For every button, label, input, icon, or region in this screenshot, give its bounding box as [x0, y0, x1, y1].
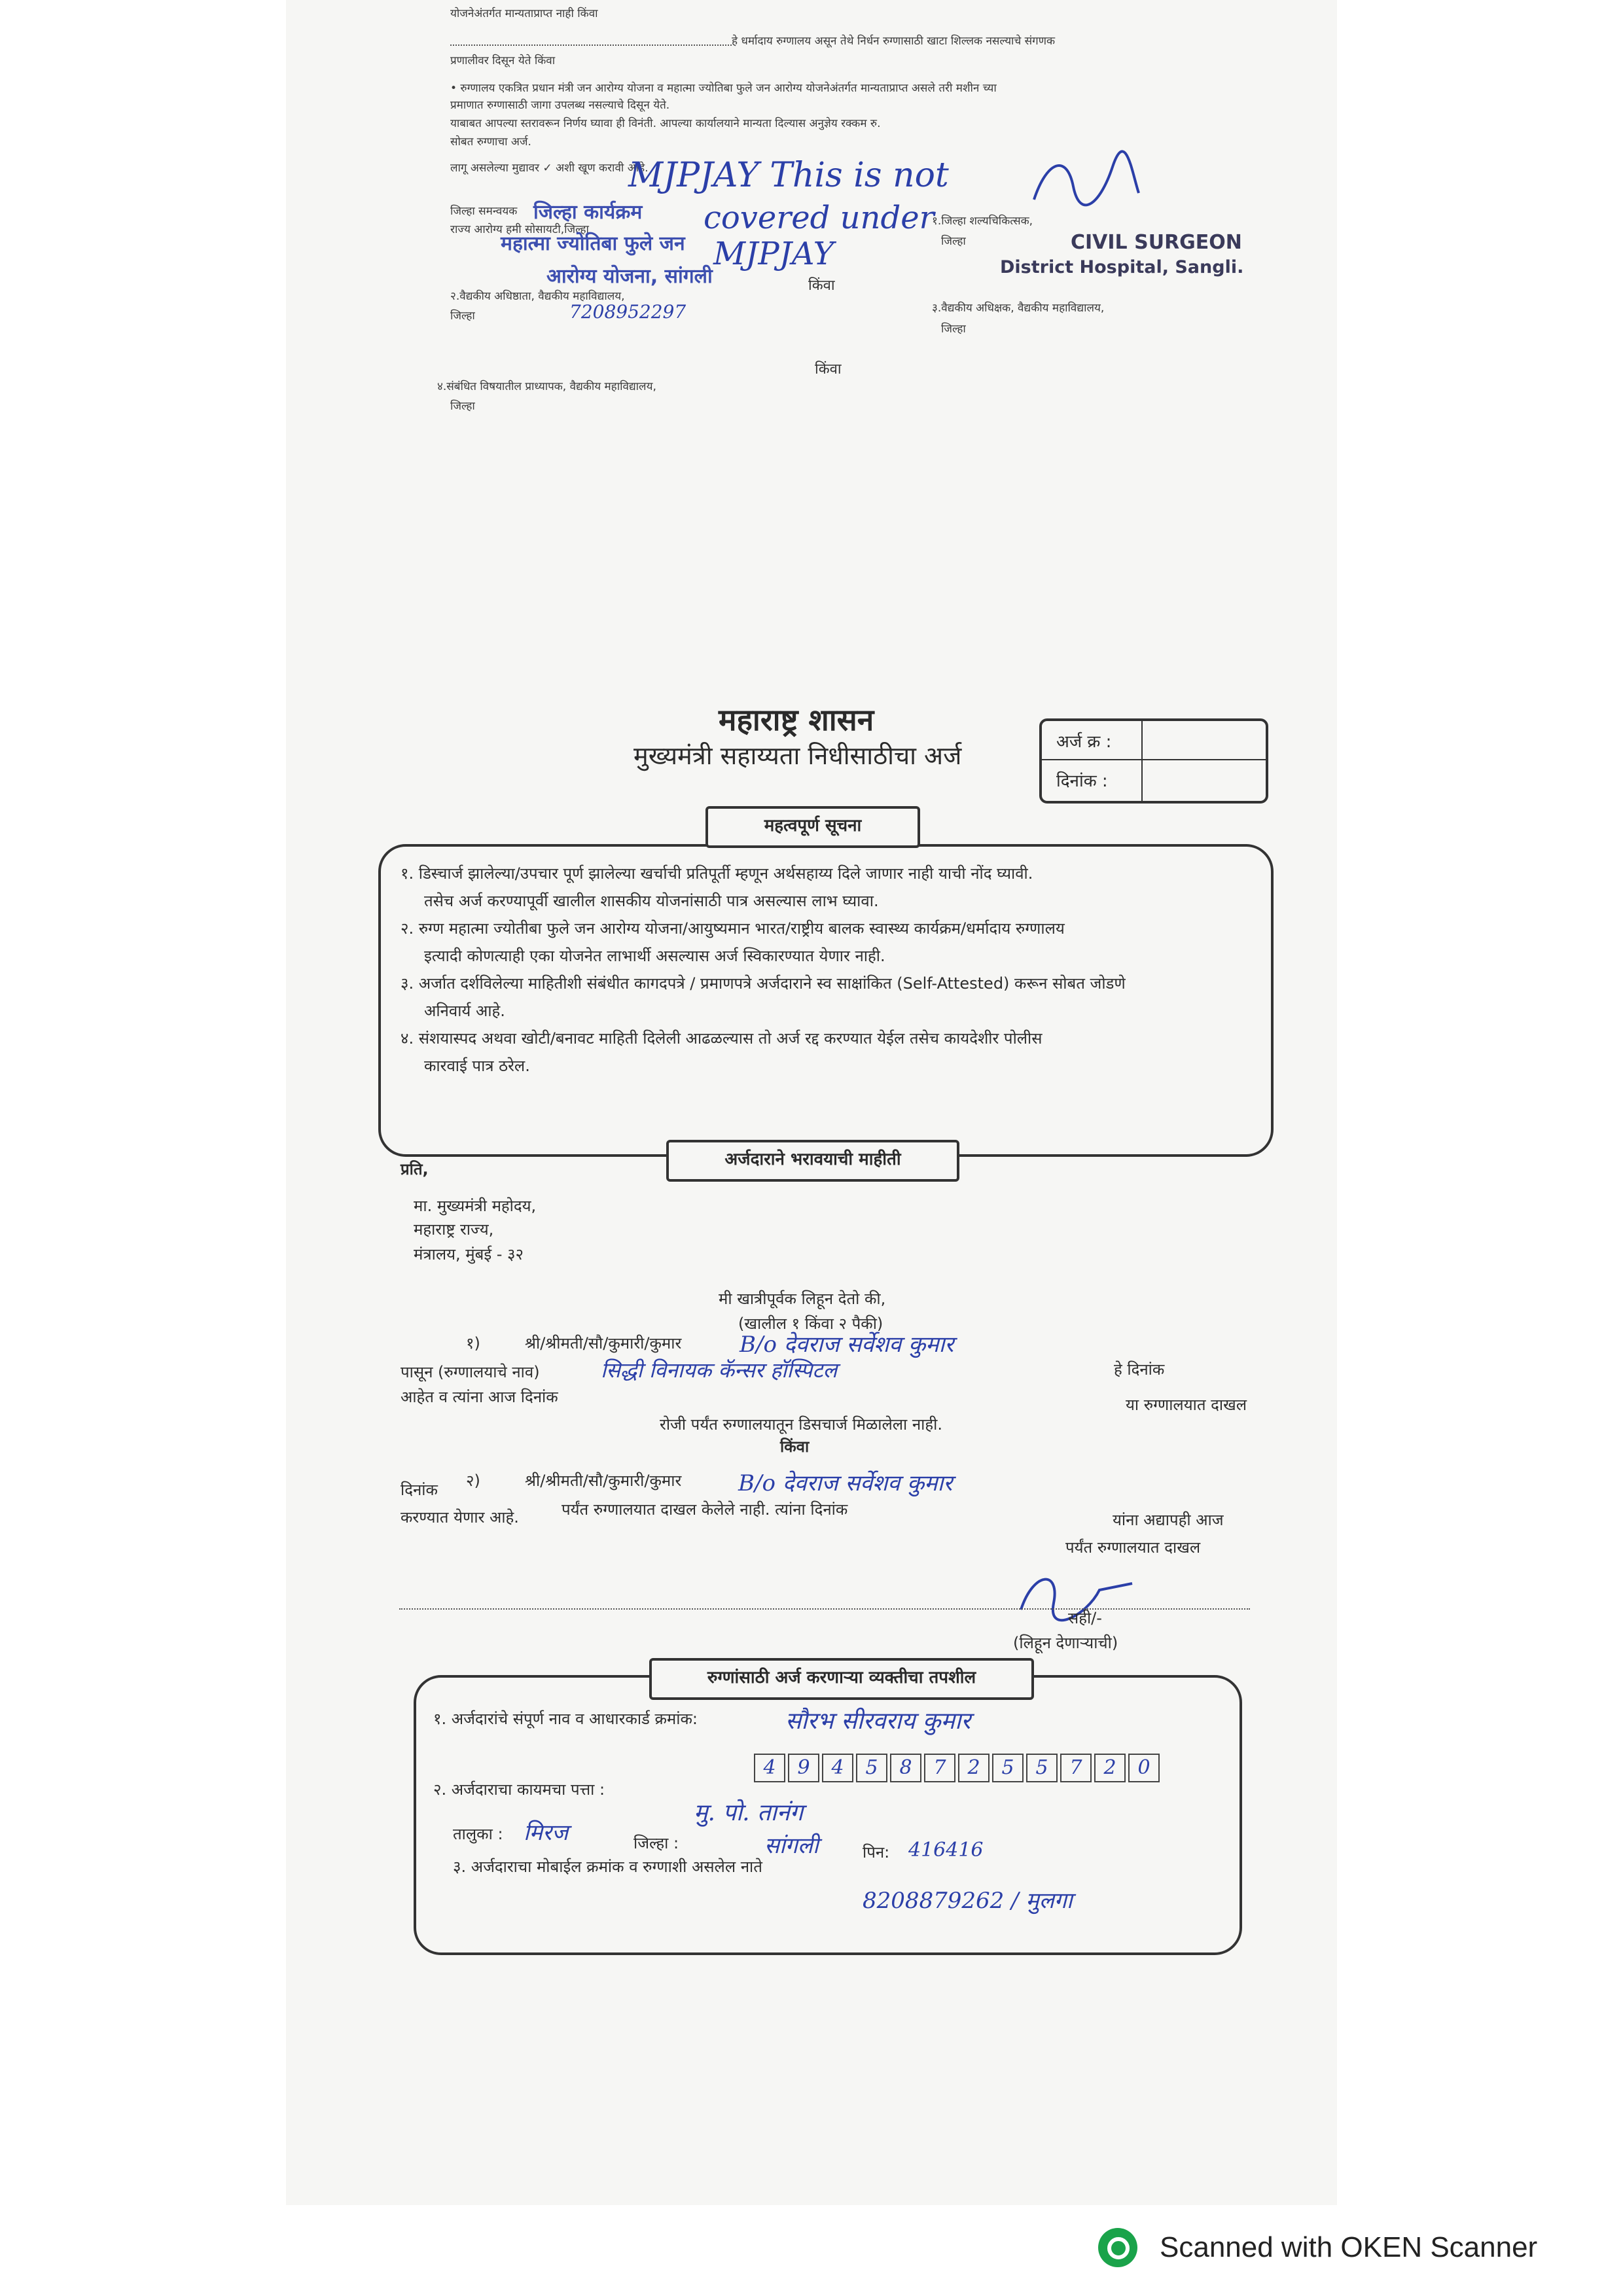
para2-title: श्री/श्रीमती/सौ/कुमारी/कुमार	[525, 1472, 682, 1490]
applicant-info-label: अर्जदाराने भरावयाची माहीती	[666, 1140, 959, 1182]
aadhaar-digit: 0	[1128, 1754, 1160, 1782]
applicant-name: सौरभ सीरवराय कुमार	[785, 1708, 971, 1735]
oken-scanner-icon	[1098, 2228, 1137, 2267]
signature-label: सही/-	[1068, 1609, 1102, 1627]
top-line-4: • रुग्णालय एकत्रित प्रधान मंत्री जन आरोग्य योजना व महात्मा ज्योतिबा फुले जन आरोग्य योजनेअंतर्गत मान्यताप्राप्त असले तरी मशीन च्या	[450, 82, 997, 95]
aadhaar-digit: 7	[1060, 1754, 1092, 1782]
kinva-1: किंवा	[808, 277, 835, 294]
detail-3-label: ३. अर्जदाराचा मोबाईल क्रमांक व रुग्णाशी असलेल नाते	[453, 1858, 762, 1876]
para1-number: १)	[466, 1334, 480, 1352]
para2-patient-name: B/o देवराज सर्वेशव कुमार	[738, 1470, 953, 1496]
form-title: मुख्यमंत्री सहाय्यता निधीसाठीचा अर्ज	[633, 741, 962, 770]
notice-2b: इत्यादी कोणत्याही एका योजनेत लाभार्थी असल्यास अर्ज स्विकारण्यात येणार नाही.	[424, 947, 885, 965]
signature-sublabel: (लिहून देणाऱ्याची)	[1013, 1634, 1118, 1652]
coordinator-label: जिल्हा समन्वयक	[450, 205, 518, 218]
notice-4a: ४. संशयास्पद अथवा खोटी/बनावट माहिती दिलेली आढळल्यास तो अर्ज रद्द करण्यात येईल तसेच कायदेशीर पोलीस	[401, 1029, 1043, 1048]
aadhaar-digit: 5	[1026, 1754, 1058, 1782]
para1-title: श्री/श्रीमती/सौ/कुमारी/कुमार	[525, 1334, 682, 1352]
applicant-address: मु. पो. तानंग	[694, 1799, 804, 1826]
top-line-8: लागू असलेल्या मुद्यावर ✓ अशी खूण करावी आहे.	[450, 162, 649, 175]
detail-2-label: २. अर्जदाराचा कायमचा पत्ता :	[433, 1780, 605, 1799]
district-hospital-stamp: District Hospital, Sangli.	[1000, 257, 1244, 277]
aadhaar-digit: 2	[958, 1754, 990, 1782]
para2-until: पर्यंत रुग्णालयात दाखल	[1065, 1538, 1201, 1557]
signature-surgeon	[1027, 147, 1145, 219]
para2-still: यांना अद्यापही आज	[1113, 1511, 1224, 1529]
option-3-district: जिल्हा	[941, 323, 966, 336]
detail-1-label: १. अर्जदारांचे संपूर्ण नाव व आधारकार्ड क्रमांक:	[433, 1710, 698, 1728]
aadhaar-digit: 9	[788, 1754, 819, 1782]
aadhaar-digit: 4	[754, 1754, 785, 1782]
application-number-box	[1039, 718, 1268, 804]
option-2-district: जिल्हा	[450, 309, 475, 323]
handwritten-note-1: MJPJAY This is not	[628, 156, 949, 195]
option-4: ४.संबंधित विषयातील प्राध्यापक, वैद्यकीय महाविद्यालय,	[437, 380, 656, 393]
address-line-2: महाराष्ट्र राज्य,	[414, 1220, 494, 1239]
coordinator-society: राज्य आरोग्य हमी सोसायटी,जिल्हा	[450, 223, 589, 236]
para2-will: करण्यात येणार आहे.	[401, 1508, 519, 1527]
address-line-3: मंत्रालय, मुंबई - ३२	[414, 1245, 524, 1263]
handwritten-note-3: MJPJAY	[713, 236, 834, 272]
top-line-5: प्रमाणात रुग्णासाठी जागा उपलब्ध नसल्याचे दिसून येते.	[450, 99, 670, 112]
option-2: २.वैद्यकीय अधिष्ठाता, वैद्यकीय महाविद्यालय,	[450, 290, 625, 303]
aadhaar-number	[754, 1754, 1162, 1782]
aadhaar-digit: 7	[924, 1754, 955, 1782]
option-1-district: जिल्हा	[941, 235, 966, 248]
top-line-1: योजनेअंतर्गत मान्यताप्राप्त नाही किंवा	[450, 7, 598, 20]
notice-3a: ३. अर्जात दर्शविलेल्या माहितीशी संबंधीत कागदपत्रे / प्रमाणपत्रे अर्जदाराने स्व साक्षांकित (Self-Attested) करून सोबत जोडणे	[401, 974, 1126, 993]
aadhaar-digit: 5	[856, 1754, 887, 1782]
option-3: ३.वैद्यकीय अधिक्षक, वैद्यकीय महाविद्यालय,	[932, 302, 1105, 315]
para1-admitted: या रुग्णालयात दाखल	[1126, 1396, 1247, 1414]
notice-1b: तसेच अर्ज करण्यापूर्वी खालील शासकीय योजनांसाठी पात्र असल्यास लाभ घ्यावा.	[424, 892, 879, 910]
notice-2a: २. रुग्ण महात्मा ज्योतीबा फुले जन आरोग्य योजना/आयुष्यमान भारत/राष्ट्रीय बालक स्वास्थ्य कार्यक्रम/धर्मादाय रुग्णालय	[401, 919, 1065, 938]
para2-not-admitted: पर्यंत रुग्णालयात दाखल केलेले नाही. त्यांना दिनांक	[562, 1500, 848, 1519]
para2-number: २)	[466, 1472, 480, 1490]
details-label: रुग्णांसाठी अर्ज करणाऱ्या व्यक्तीचा तपशील	[649, 1658, 1034, 1700]
top-line-2: हे धर्मादाय रुग्णालय असून तेथे निर्धन रुग्णासाठी खाटा शिल्लक नसल्याचे संगणक	[732, 35, 1056, 48]
notice-4b: कारवाई पात्र ठरेल.	[424, 1057, 530, 1075]
kinva-2: किंवा	[815, 361, 842, 378]
stamp-line-1: जिल्हा कार्यक्रम	[533, 201, 643, 224]
section-divider	[399, 1608, 1250, 1610]
option-4-district: जिल्हा	[450, 400, 475, 413]
para1-today: आहेत व त्यांना आज दिनांक	[401, 1388, 558, 1406]
or-label: किंवा	[780, 1438, 810, 1456]
mobile-relation: 8208879262 / मुलगा	[863, 1888, 1073, 1914]
to-label: प्रति,	[401, 1160, 429, 1178]
civil-surgeon-stamp: CIVIL SURGEON	[1071, 231, 1242, 254]
divider	[450, 44, 732, 46]
option-1: १.जिल्हा शल्यचिकित्सक,	[932, 215, 1033, 228]
district-label: जिल्हा :	[633, 1834, 679, 1852]
top-line-6: याबाबत आपल्या स्तरावरून निर्णय घ्यावा ही विनंती. आपल्या कार्यालयाने मान्यता दिल्यास अनुज्ञेय रक्कम रु.	[450, 117, 881, 130]
handwritten-note-2: covered under	[704, 200, 935, 236]
stamp-phone: 7208952297	[569, 301, 687, 323]
government-title: महाराष्ट्र शासन	[719, 702, 874, 737]
taluka-label: तालुका :	[453, 1825, 503, 1843]
aadhaar-digit: 5	[992, 1754, 1024, 1782]
para1-patient-name: B/o देवराज सर्वेशव कुमार	[740, 1332, 954, 1358]
top-line-3: प्रणालीवर दिसून येते किंवा	[450, 54, 556, 67]
pin-value: 416416	[908, 1839, 984, 1862]
para1-date-label: हे दिनांक	[1114, 1360, 1165, 1379]
pin-label: पिन:	[863, 1843, 890, 1862]
taluka-value: मिरज	[524, 1820, 569, 1846]
para1-hospital-name: सिद्धी विनायक कॅन्सर हॉस्पिटल	[601, 1358, 838, 1383]
aadhaar-digit: 4	[822, 1754, 853, 1782]
aadhaar-digit: 8	[890, 1754, 921, 1782]
scanner-watermark: Scanned with OKEN Scanner	[1160, 2231, 1538, 2263]
declaration-line-1: मी खात्रीपूर्वक लिहून देतो की,	[719, 1290, 886, 1308]
important-notice-label: महत्वपूर्ण सूचना	[705, 806, 920, 848]
para1-not-discharged: रोजी पर्यंत रुग्णालयातून डिसचार्ज मिळालेला नाही.	[660, 1415, 942, 1434]
declaration-line-2: (खालील १ किंवा २ पैकी)	[738, 1315, 883, 1333]
stamp-line-2: महात्मा ज्योतिबा फुले जन	[501, 232, 685, 255]
district-value: सांगली	[764, 1833, 819, 1859]
stamp-line-3: आरोग्य योजना, सांगली	[546, 265, 713, 288]
notice-1a: १. डिस्चार्ज झालेल्या/उपचार पूर्ण झालेल्या खर्चाची प्रतिपूर्ती म्हणून अर्थसहाय्य दिले जाणार नाही याची नोंद घ्यावी.	[401, 864, 1033, 883]
application-number-label: अर्ज क्र :	[1056, 732, 1112, 752]
para2-date-label: दिनांक	[401, 1481, 438, 1499]
address-line-1: मा. मुख्यमंत्री महोदय,	[414, 1197, 537, 1215]
para1-hospital-label: पासून (रुग्णालयाचे नाव)	[401, 1363, 540, 1381]
notice-3b: अनिवार्य आहे.	[424, 1002, 505, 1020]
date-label: दिनांक :	[1056, 771, 1108, 791]
aadhaar-digit: 2	[1094, 1754, 1126, 1782]
top-line-7: सोबत रुग्णाचा अर्ज.	[450, 135, 531, 149]
